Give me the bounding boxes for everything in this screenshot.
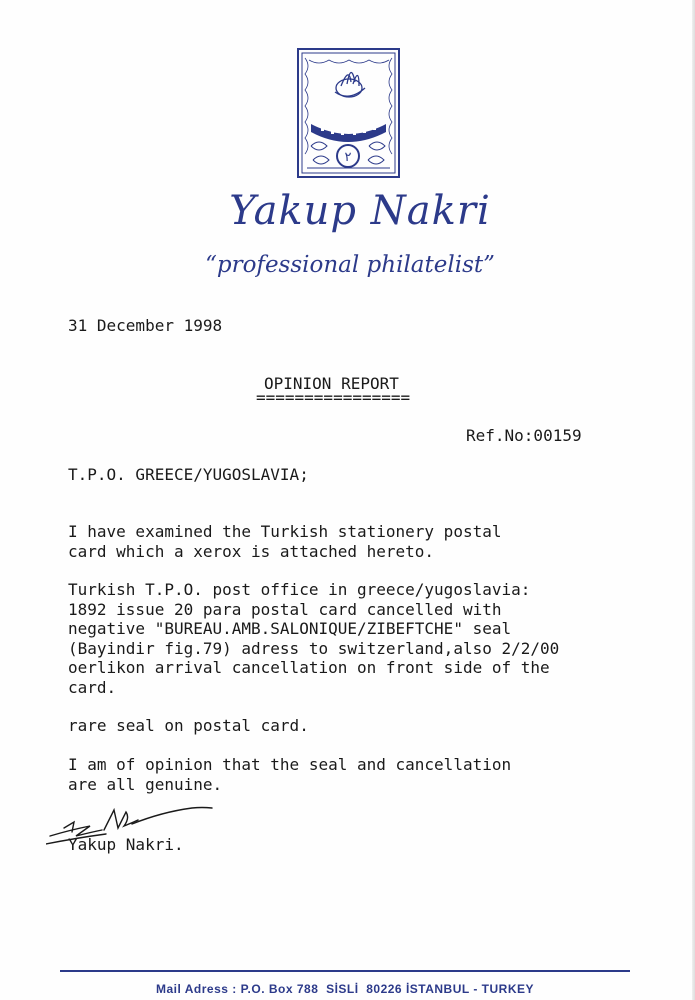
- body-paragraph: rare seal on postal card.: [68, 716, 309, 735]
- letterhead-name: Yakup Nakri: [229, 188, 491, 234]
- letter-subject: T.P.O. GREECE/YUGOSLAVIA;: [68, 465, 309, 484]
- signatory-name: Yakup Nakri.: [68, 835, 184, 854]
- reference-number: Ref.No:00159: [466, 426, 582, 445]
- letter-date: 31 December 1998: [68, 316, 223, 335]
- report-title-underline: ================: [256, 388, 411, 407]
- footer-divider: [60, 970, 630, 972]
- body-paragraph: I am of opinion that the seal and cancellation are all genuine.: [68, 755, 512, 794]
- ottoman-tughra-stamp-icon: [297, 48, 400, 178]
- body-paragraph: I have examined the Turkish stationery postal card which a xerox is attached hereto.: [68, 522, 502, 561]
- report-title: OPINION REPORT: [264, 374, 399, 393]
- svg-text:٢: ٢: [344, 150, 352, 165]
- body-paragraph: Turkish T.P.O. post office in greece/yugoslavia: 1892 issue 20 para postal card cancelled with negative "BUREAU.AMB.SALONIQUE/ZIBEFTCHE" seal (Bayindir fig.79) adress to switzerland,also 2/2/00 oerlikon arrival cancellation on front side of the card.: [68, 580, 560, 697]
- letterhead-tagline: “professional philatelist”: [205, 252, 495, 278]
- footer-address: Mail Adress : P.O. Box 788 SİSLİ 80226 İSTANBUL - TURKEY: [156, 982, 534, 996]
